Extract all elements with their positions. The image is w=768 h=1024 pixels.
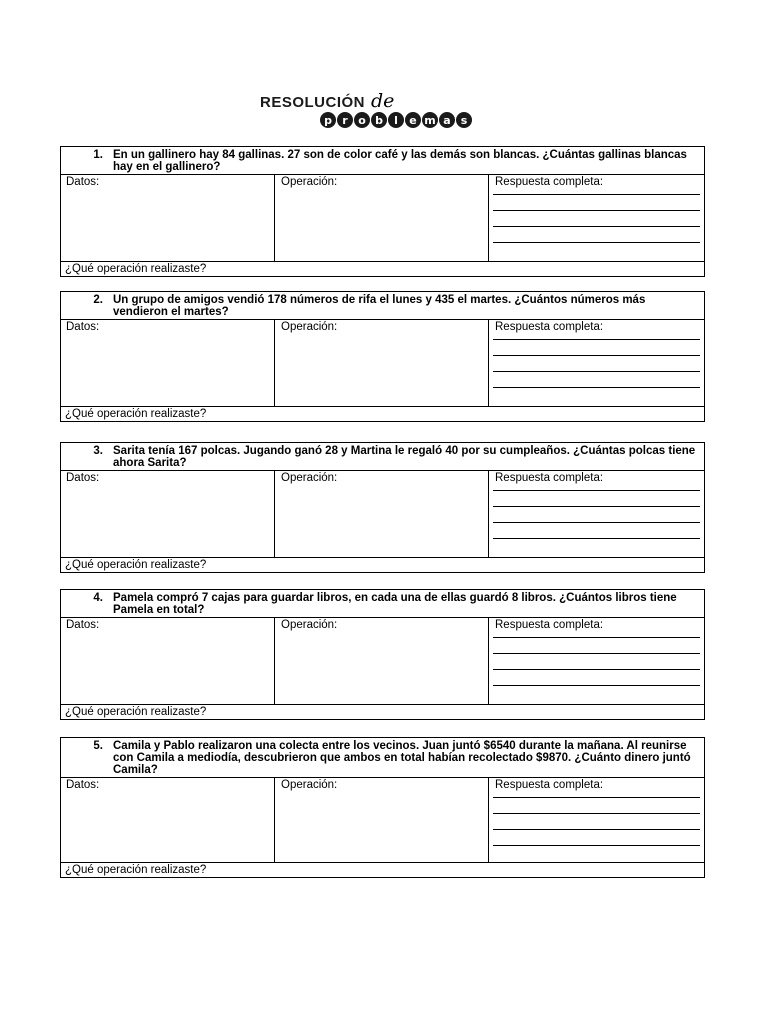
operacion-cell[interactable] xyxy=(275,618,489,704)
respuesta-label: Respuesta completa: xyxy=(495,176,604,188)
respuesta-label: Respuesta completa: xyxy=(495,779,604,791)
operacion-cell[interactable] xyxy=(275,320,489,406)
respuesta-label: Respuesta completa: xyxy=(495,472,604,484)
problem-text: Un grupo de amigos vendió 178 números de rifa el lunes y 435 el martes. ¿Cuántos números más vendieron el martes? xyxy=(113,294,646,318)
answer-grid xyxy=(61,618,704,705)
title-letter: m xyxy=(422,112,438,128)
problem-3 xyxy=(60,442,705,573)
datos-label: Datos: xyxy=(66,176,100,188)
respuesta-cell[interactable] xyxy=(489,320,704,406)
operacion-cell[interactable] xyxy=(275,175,489,261)
problem-number: 5. xyxy=(93,740,103,752)
problem-statement xyxy=(61,738,704,778)
title-letter: s xyxy=(456,112,472,128)
operacion-label: Operación: xyxy=(281,779,338,791)
title-letter: e xyxy=(405,112,421,128)
respuesta-cell[interactable] xyxy=(489,778,704,862)
datos-label: Datos: xyxy=(66,472,100,484)
datos-cell[interactable] xyxy=(61,778,275,862)
title-letter: b xyxy=(371,112,387,128)
title-letter: p xyxy=(320,112,336,128)
answer-lines xyxy=(493,782,700,846)
problem-text: En un gallinero hay 84 gallinas. 27 son de color café y las demás son blancas. ¿Cuántas gallinas blancas hay en el gallinero? xyxy=(113,149,687,173)
problem-2 xyxy=(60,291,705,422)
problem-1 xyxy=(60,146,705,277)
problem-statement xyxy=(61,443,704,471)
datos-cell[interactable] xyxy=(61,471,275,557)
title-letter: a xyxy=(439,112,455,128)
answer-lines xyxy=(493,179,700,243)
operation-question: ¿Qué operación realizaste? xyxy=(65,263,207,275)
operacion-cell[interactable] xyxy=(275,471,489,557)
operation-question: ¿Qué operación realizaste? xyxy=(65,559,207,571)
datos-label: Datos: xyxy=(66,321,100,333)
problem-number: 1. xyxy=(93,149,103,161)
problem-text: Camila y Pablo realizaron una colecta entre los vecinos. Juan juntó $6540 durante la mañana. Al reunirse con Camila a mediodía, descubrieron que ambos en total habían recolectado $9870. ¿Cuánto dinero juntó Camila? xyxy=(113,740,691,776)
operacion-label: Operación: xyxy=(281,176,338,188)
problem-text: Sarita tenía 167 polcas. Jugando ganó 28 y Martina le regaló 40 por su cumpleaños. ¿Cuántas polcas tiene ahora Sarita? xyxy=(113,445,696,469)
problem-text: Pamela compró 7 cajas para guardar libros, en cada una de ellas guardó 8 libros. ¿Cuántos libros tiene Pamela en total? xyxy=(113,592,677,616)
title-letter: r xyxy=(337,112,353,128)
datos-label: Datos: xyxy=(66,619,100,631)
respuesta-label: Respuesta completa: xyxy=(495,321,604,333)
respuesta-cell[interactable] xyxy=(489,175,704,261)
title-word-problemas xyxy=(320,112,472,128)
title-letter: l xyxy=(388,112,404,128)
problem-4 xyxy=(60,589,705,720)
datos-label: Datos: xyxy=(66,779,100,791)
problem-5 xyxy=(60,737,705,878)
problem-statement xyxy=(61,292,704,320)
title-line-1 xyxy=(260,90,394,112)
problem-number: 3. xyxy=(93,445,103,457)
problem-statement xyxy=(61,147,704,175)
respuesta-label: Respuesta completa: xyxy=(495,619,604,631)
operacion-label: Operación: xyxy=(281,619,338,631)
datos-cell[interactable] xyxy=(61,320,275,406)
operation-question: ¿Qué operación realizaste? xyxy=(65,408,207,420)
operacion-cell[interactable] xyxy=(275,778,489,862)
title-letter: o xyxy=(354,112,370,128)
answer-lines xyxy=(493,324,700,388)
operation-question: ¿Qué operación realizaste? xyxy=(65,864,207,876)
problem-number: 2. xyxy=(93,294,103,306)
answer-lines xyxy=(493,475,700,539)
answer-grid xyxy=(61,175,704,262)
title-word-de: de xyxy=(371,90,395,112)
answer-grid xyxy=(61,320,704,407)
operacion-label: Operación: xyxy=(281,472,338,484)
problem-statement xyxy=(61,590,704,618)
respuesta-cell[interactable] xyxy=(489,471,704,557)
title-word-resolucion: RESOLUCIÓN xyxy=(260,94,366,111)
operation-question: ¿Qué operación realizaste? xyxy=(65,706,207,718)
problem-number: 4. xyxy=(93,592,103,604)
worksheet-title xyxy=(258,88,518,136)
datos-cell[interactable] xyxy=(61,175,275,261)
operacion-label: Operación: xyxy=(281,321,338,333)
datos-cell[interactable] xyxy=(61,618,275,704)
answer-lines xyxy=(493,622,700,686)
answer-grid xyxy=(61,471,704,558)
answer-grid xyxy=(61,778,704,863)
respuesta-cell[interactable] xyxy=(489,618,704,704)
